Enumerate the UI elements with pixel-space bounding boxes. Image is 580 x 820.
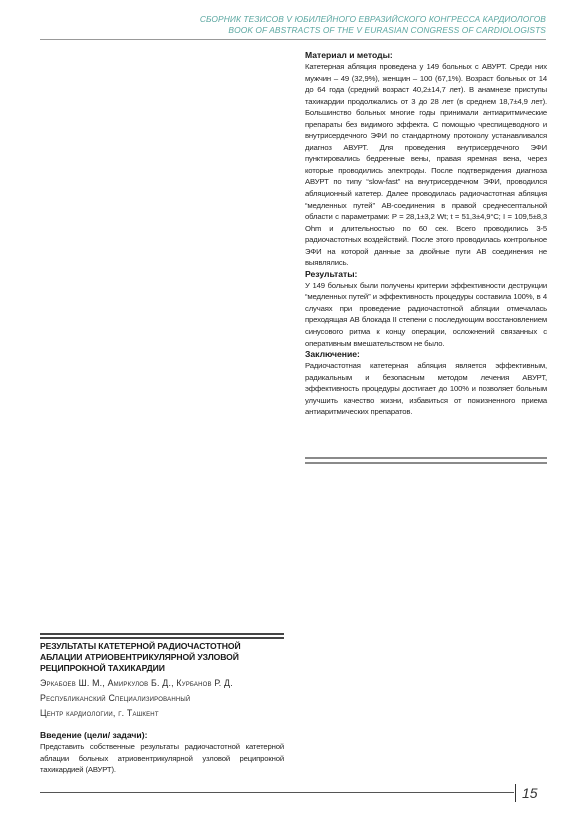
right-column — [305, 50, 547, 418]
authors-block — [40, 676, 284, 721]
conclusion-paragraph: Радиочастотная катетерная абляция является эффективным, радикальным и безопасным методом лечения АВУРТ, эффективность процедуры достигает до 100% и позволяет больным улучшить качество жизни, избавиться от пожизненного приема антиаритмических препаратов. — [305, 361, 547, 417]
results-paragraph: У 149 больных были получены критерии эффективности деструкции “медленных путей” и эффективность процедуры составила 100%, в 4 случаях при проведение радиочастотной абляции отмечалась преходящая АВ блокада II степени с последующим восстановлением синусового ритма к концу операции, осложнений связанных с оперативным вмешательством не было. — [305, 280, 547, 348]
intro-paragraph: Представить собственные результаты радиочастотной катетерной аблации больных атриовентрикулярной узловой реципрокной тахикардией (АВУРТ). — [40, 742, 284, 775]
methods-heading: Материал и методы: — [305, 50, 393, 60]
affiliation-line-2: Центр кардиологии, г. Ташкент — [40, 708, 159, 718]
results-heading: Результаты: — [305, 268, 358, 279]
footer-divider — [40, 792, 514, 793]
page-number: 15 — [515, 784, 562, 802]
intro-section — [40, 730, 284, 776]
conclusion-heading: Заключение: — [305, 349, 360, 360]
header-line-en: BOOK OF ABSTRACTS OF THE V EURASIAN CONGRESS OF CARDIOLOGISTS — [228, 24, 546, 35]
affiliation-line-1: Республиканский Специализированный — [40, 693, 191, 703]
section-end-rule-top — [305, 457, 547, 459]
running-header — [40, 14, 546, 35]
author-names: Эркабоев Ш. М., Амиркулов Б. Д., Курбанов Р. Д. — [40, 678, 233, 688]
intro-heading: Введение (цели/ задачи): — [40, 730, 148, 740]
article-title: РЕЗУЛЬТАТЫ КАТЕТЕРНОЙ РАДИОЧАСТОТНОЙ АБЛАЦИИ АТРИОВЕНТРИКУЛЯРНОЙ УЗЛОВОЙ РЕЦИПРОКНОЙ ТАХИКАРДИИ — [40, 641, 241, 673]
methods-paragraph: Катетерная абляция проведена у 149 больных с АВУРТ. Среди них мужчин – 49 (32,9%), женщин – 100 (67,1%). Возраст больных от 14 до 64 года (средний возраст 40,2±14,7 лет). В анамнезе приступы тахикардии продолжались от 3 до 28 лет (в среднем 18,7±4,9 лет). Большинство больных многие годы принимали антиаритмические препараты без видимого эффекта. С помощью чреспищеводного и внутрисердечного ЭФИ по стандартному протоколу устанавливался диагноз АВУРТ. Для проведения внутрисердечного ЭФИ пунктировались бедренные вены, правая яремная вена, через которые проводились электроды. После подтверждения диагноза АВУРТ по типу “slow-fast” на внутрисердечном ЭФИ, проводился абляционный катетер. Далее проводилась радиочастотная абляция “медленных путей” АВ-соединения в правой среднесептальной области с параметрами: P = 28,1±3,2 Wt; t = 51,3±4,9°С; I = 109,5±8,3 Ohm и длительностью по 60 сек. Всего проводились 3-5 радиочастотных воздействий. После этого проводилась контрольное ЭФИ на которой данные за двойные пути АВ соединения не выявлялись. — [305, 62, 547, 268]
header-line-ru: СБОРНИК ТЕЗИСОВ V ЮБИЛЕЙНОГО ЕВРАЗИЙСКОГО КОНГРЕССА КАРДИОЛОГОВ — [199, 14, 546, 24]
section-end-rule-bottom — [305, 462, 547, 464]
header-divider — [40, 39, 546, 40]
article-rule-bottom — [40, 637, 284, 639]
article-rule-top — [40, 633, 284, 635]
